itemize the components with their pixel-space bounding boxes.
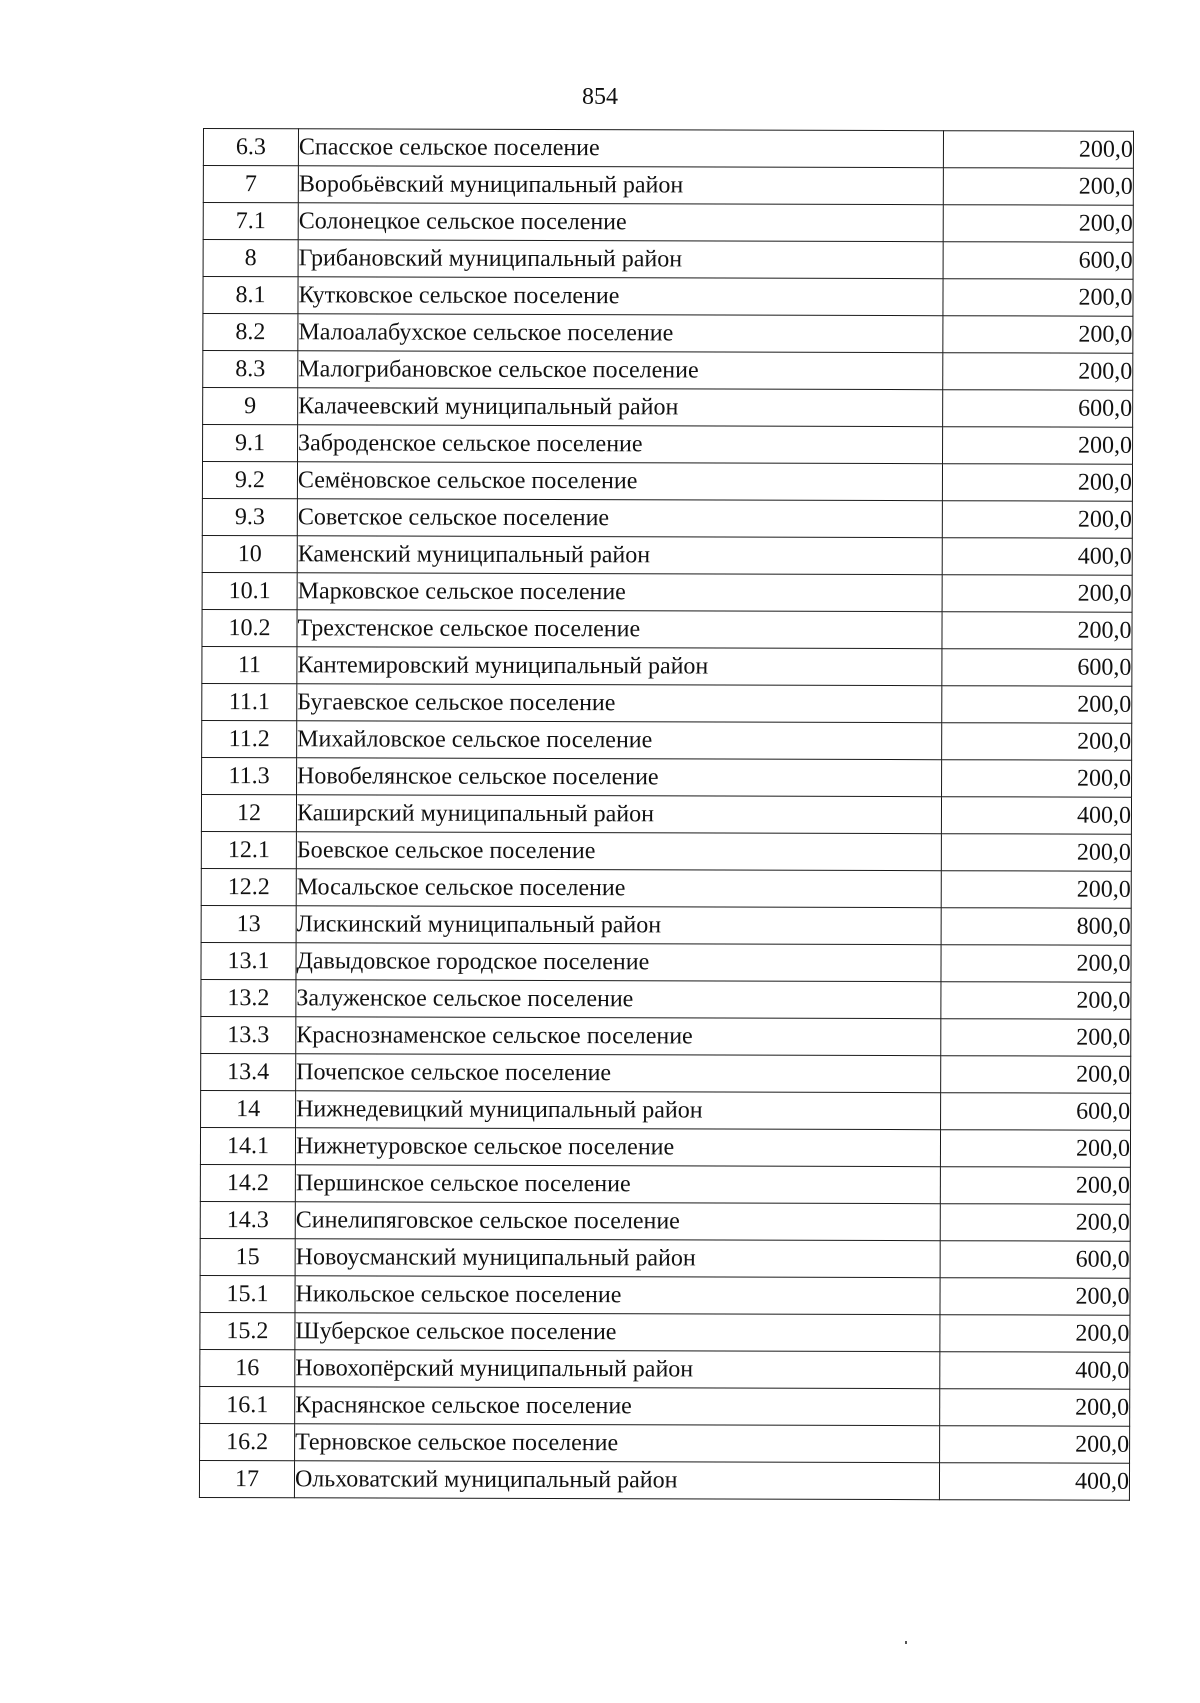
municipality-name-cell: Спасское сельское поселение	[298, 129, 943, 168]
table-row	[203, 129, 1133, 169]
table-row	[203, 314, 1133, 354]
municipality-name-cell: Терновское сельское поселение	[295, 1424, 940, 1463]
amount-cell: 400,0	[940, 1352, 1130, 1390]
municipality-name-cell: Воробьёвский муниципальный район	[298, 166, 943, 205]
amount-cell: 200,0	[942, 723, 1132, 761]
table-row	[201, 794, 1131, 834]
table-row	[203, 203, 1133, 243]
table-row	[201, 942, 1131, 982]
amount-cell: 200,0	[941, 871, 1131, 909]
municipality-name-cell: Марковское сельское поселение	[297, 573, 942, 612]
municipality-name-cell: Новохопёрский муниципальный район	[295, 1350, 940, 1389]
table-row	[201, 1090, 1131, 1130]
amount-cell: 200,0	[941, 834, 1131, 872]
amount-cell: 200,0	[942, 760, 1132, 798]
amount-cell: 800,0	[941, 908, 1131, 946]
row-number-cell: 9.2	[202, 462, 297, 499]
municipality-name-cell: Почепское сельское поселение	[296, 1054, 941, 1093]
municipality-name-cell: Ольховатский муниципальный район	[294, 1461, 939, 1500]
amount-cell: 200,0	[943, 205, 1133, 243]
municipality-name-cell: Нижнетуровское сельское поселение	[295, 1128, 940, 1167]
amount-cell: 200,0	[940, 1315, 1130, 1353]
table-row	[202, 720, 1132, 760]
amount-cell: 200,0	[941, 982, 1131, 1020]
amount-cell: 200,0	[940, 1167, 1130, 1205]
row-number-cell: 12	[201, 794, 296, 831]
table-row	[200, 1312, 1130, 1352]
allocation-table	[199, 128, 1134, 1501]
row-number-cell: 10.2	[202, 609, 297, 646]
amount-cell: 200,0	[943, 279, 1133, 317]
table-row	[203, 277, 1133, 317]
row-number-cell: 16.1	[200, 1386, 295, 1423]
scan-speck	[905, 1641, 907, 1644]
municipality-name-cell: Кантемировский муниципальный район	[297, 647, 942, 686]
amount-cell: 200,0	[942, 464, 1132, 502]
municipality-name-cell: Малогрибановское сельское поселение	[298, 351, 943, 390]
amount-cell: 600,0	[942, 649, 1132, 687]
municipality-name-cell: Залуженское сельское поселение	[296, 980, 941, 1019]
municipality-name-cell: Никольское сельское поселение	[295, 1276, 940, 1315]
row-number-cell: 9.1	[203, 425, 298, 462]
amount-cell: 200,0	[941, 945, 1131, 983]
municipality-name-cell: Новоусманский муниципальный район	[295, 1239, 940, 1278]
table-row	[200, 1386, 1130, 1426]
municipality-name-cell: Нижнедевицкий муниципальный район	[296, 1091, 941, 1130]
amount-cell: 200,0	[943, 353, 1133, 391]
amount-cell: 600,0	[940, 1241, 1130, 1279]
municipality-name-cell: Бугаевское сельское поселение	[297, 684, 942, 723]
row-number-cell: 17	[199, 1460, 294, 1497]
row-number-cell: 15.2	[200, 1312, 295, 1349]
table-row	[203, 351, 1133, 391]
row-number-cell: 10.1	[202, 572, 297, 609]
municipality-name-cell: Заброденское сельское поселение	[298, 425, 943, 464]
row-number-cell: 11.1	[202, 683, 297, 720]
municipality-name-cell: Шуберское сельское поселение	[295, 1313, 940, 1352]
row-number-cell: 11.2	[202, 720, 297, 757]
amount-cell: 200,0	[940, 1426, 1130, 1464]
row-number-cell: 13.2	[201, 979, 296, 1016]
row-number-cell: 16	[200, 1349, 295, 1386]
amount-cell: 200,0	[942, 686, 1132, 724]
row-number-cell: 8.3	[203, 351, 298, 388]
table-row	[200, 1201, 1130, 1241]
table-row	[200, 1127, 1130, 1167]
row-number-cell: 7.1	[203, 203, 298, 240]
amount-cell: 200,0	[940, 1130, 1130, 1168]
row-number-cell: 6.3	[203, 129, 298, 166]
amount-cell: 400,0	[941, 797, 1131, 835]
table-row	[201, 868, 1131, 908]
municipality-name-cell: Кутковское сельское поселение	[298, 277, 943, 316]
row-number-cell: 9.3	[202, 498, 297, 535]
row-number-cell: 7	[203, 166, 298, 203]
table-row	[201, 831, 1131, 871]
municipality-name-cell: Краснознаменское сельское поселение	[296, 1017, 941, 1056]
municipality-name-cell: Новобелянское сельское поселение	[297, 758, 942, 797]
table-row	[201, 979, 1131, 1019]
municipality-name-cell: Грибановский муниципальный район	[298, 240, 943, 279]
row-number-cell: 16.2	[200, 1423, 295, 1460]
amount-cell: 400,0	[942, 538, 1132, 576]
table-row	[200, 1238, 1130, 1278]
amount-cell: 600,0	[943, 390, 1133, 428]
table-row	[202, 572, 1132, 612]
municipality-name-cell: Михайловское сельское поселение	[297, 721, 942, 760]
row-number-cell: 8	[203, 240, 298, 277]
municipality-name-cell: Каширский муниципальный район	[296, 795, 941, 834]
amount-cell: 200,0	[942, 575, 1132, 613]
row-number-cell: 12.2	[201, 868, 296, 905]
table-row	[202, 462, 1132, 502]
row-number-cell: 11.3	[202, 757, 297, 794]
table-row	[200, 1423, 1130, 1463]
municipality-name-cell: Боевское сельское поселение	[296, 832, 941, 871]
amount-cell: 600,0	[943, 242, 1133, 280]
municipality-name-cell: Давыдовское городское поселение	[296, 943, 941, 982]
table-row	[200, 1164, 1130, 1204]
amount-cell: 200,0	[942, 501, 1132, 539]
row-number-cell: 11	[202, 646, 297, 683]
amount-cell: 200,0	[943, 316, 1133, 354]
row-number-cell: 10	[202, 535, 297, 572]
amount-cell: 200,0	[942, 612, 1132, 650]
row-number-cell: 14.2	[200, 1164, 295, 1201]
municipality-name-cell: Солонецкое сельское поселение	[298, 203, 943, 242]
row-number-cell: 15	[200, 1238, 295, 1275]
municipality-name-cell: Лискинский муниципальный район	[296, 906, 941, 945]
table-row	[202, 535, 1132, 575]
row-number-cell: 9	[203, 388, 298, 425]
amount-cell: 200,0	[941, 1056, 1131, 1094]
municipality-name-cell: Советское сельское поселение	[297, 499, 942, 538]
table-row	[200, 1349, 1130, 1389]
page-number: 854	[582, 84, 618, 110]
row-number-cell: 8.1	[203, 277, 298, 314]
table-row	[202, 757, 1132, 797]
row-number-cell: 13	[201, 905, 296, 942]
table-row	[202, 498, 1132, 538]
table-row	[202, 683, 1132, 723]
amount-cell: 200,0	[940, 1278, 1130, 1316]
row-number-cell: 14	[201, 1090, 296, 1127]
municipality-name-cell: Каменский муниципальный район	[297, 536, 942, 575]
table-row	[201, 905, 1131, 945]
municipality-name-cell: Мосальское сельское поселение	[296, 869, 941, 908]
table-body	[199, 129, 1133, 1501]
row-number-cell: 14.3	[200, 1201, 295, 1238]
amount-cell: 200,0	[940, 1204, 1130, 1242]
amount-cell: 200,0	[940, 1389, 1130, 1427]
amount-cell: 200,0	[943, 131, 1133, 169]
table-row	[203, 240, 1133, 280]
table-row	[202, 646, 1132, 686]
municipality-name-cell: Краснянское сельское поселение	[295, 1387, 940, 1426]
row-number-cell: 15.1	[200, 1275, 295, 1312]
row-number-cell: 12.1	[201, 831, 296, 868]
municipality-name-cell: Малоалабухское сельское поселение	[298, 314, 943, 353]
row-number-cell: 14.1	[200, 1127, 295, 1164]
municipality-name-cell: Семёновское сельское поселение	[297, 462, 942, 501]
table-row	[201, 1053, 1131, 1093]
row-number-cell: 13.1	[201, 942, 296, 979]
municipality-name-cell: Першинское сельское поселение	[295, 1165, 940, 1204]
amount-cell: 200,0	[943, 427, 1133, 465]
amount-cell: 600,0	[941, 1093, 1131, 1131]
row-number-cell: 13.4	[201, 1053, 296, 1090]
row-number-cell: 13.3	[201, 1016, 296, 1053]
amount-cell: 400,0	[939, 1463, 1129, 1501]
table-row	[201, 1016, 1131, 1056]
table-row	[203, 388, 1133, 428]
municipality-name-cell: Калачеевский муниципальный район	[298, 388, 943, 427]
table-row	[203, 425, 1133, 465]
amount-cell: 200,0	[941, 1019, 1131, 1057]
table-row	[202, 609, 1132, 649]
amount-cell: 200,0	[943, 168, 1133, 206]
row-number-cell: 8.2	[203, 314, 298, 351]
table-row	[199, 1460, 1129, 1500]
table-row	[200, 1275, 1130, 1315]
table-row	[203, 166, 1133, 206]
municipality-name-cell: Синелипяговское сельское поселение	[295, 1202, 940, 1241]
municipality-name-cell: Трехстенское сельское поселение	[297, 610, 942, 649]
